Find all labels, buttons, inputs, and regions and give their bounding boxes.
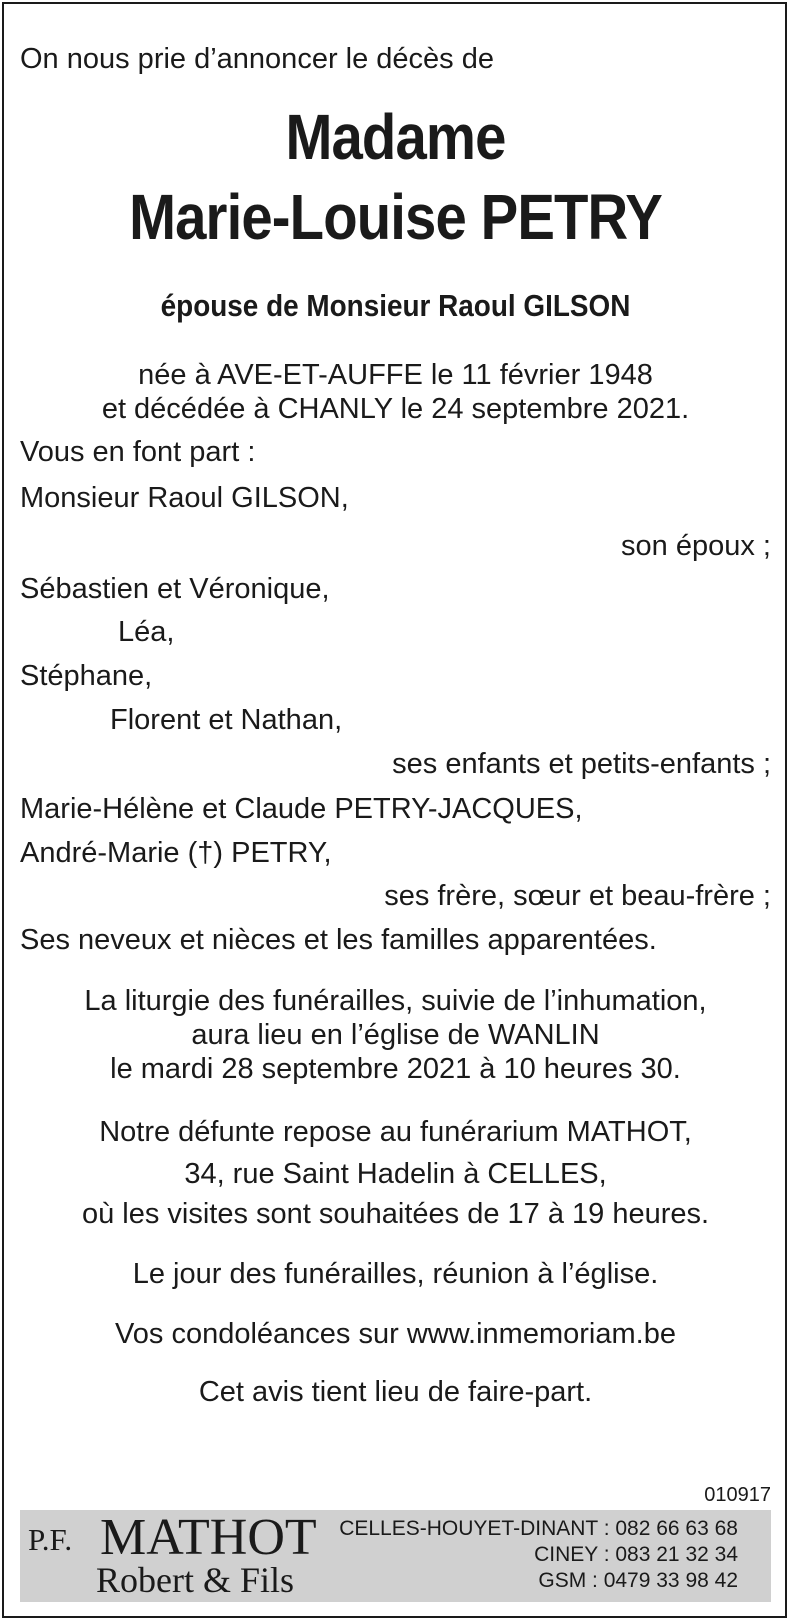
rest-line-2: 34, rue Saint Hadelin à CELLES,	[184, 1158, 607, 1190]
liturgy-line-1: La liturgie des funérailles, suivie de l’inhumation,	[84, 985, 707, 1017]
rest-line-3: où les visites sont souhaitées de 17 à 19 heures.	[81, 1198, 710, 1230]
liturgy-line-3: le mardi 28 septembre 2021 à 10 heures 30.	[110, 1053, 681, 1085]
phone-gsm: GSM : 0479 33 98 42	[538, 1569, 738, 1592]
family-husband: Monsieur Raoul GILSON,	[20, 482, 349, 514]
family-children-relation: ses enfants et petits-enfants ;	[392, 748, 771, 780]
funeral-home-banner	[20, 1510, 771, 1602]
meeting-line: Le jour des funérailles, réunion à l’église.	[132, 1258, 659, 1290]
family-others: Ses neveux et nièces et les familles apparentées.	[20, 924, 657, 956]
family-husband-relation: son époux ;	[621, 530, 771, 562]
family-child-2: Stéphane,	[20, 660, 153, 692]
liturgy-line-2: aura lieu en l’église de WANLIN	[191, 1019, 600, 1051]
family-intro: Vous en font part :	[20, 436, 256, 468]
family-sibling-2: André-Marie (†) PETRY,	[20, 837, 332, 869]
spouse-line: épouse de Monsieur Raoul GILSON	[160, 288, 631, 323]
death-line: et décédée à CHANLY le 24 septembre 2021.	[101, 393, 690, 425]
phone-ciney: CINEY : 083 21 32 34	[534, 1543, 738, 1566]
title-madame: Madame	[285, 101, 506, 173]
birth-line: née à AVE-ET-AUFFE le 11 février 1948	[138, 359, 653, 391]
family-grandchild-1: Léa,	[118, 616, 175, 648]
pf-label: P.F.	[28, 1522, 73, 1557]
funeral-home-subtitle: Robert & Fils	[96, 1560, 295, 1600]
rest-line-1: Notre défunte repose au funérarium MATHOT,	[99, 1116, 692, 1148]
family-child-1: Sébastien et Véronique,	[20, 573, 330, 605]
notice-line: Cet avis tient lieu de faire-part.	[198, 1376, 593, 1408]
intro-text: On nous prie d’annoncer le décès de	[20, 43, 494, 75]
condolences-line: Vos condoléances sur www.inmemoriam.be	[115, 1318, 676, 1350]
phone-celles: CELLES-HOUYET-DINANT : 082 66 63 68	[339, 1517, 738, 1540]
family-sibling-1: Marie-Hélène et Claude PETRY-JACQUES,	[20, 793, 583, 825]
funeral-home-name: MATHOT	[100, 1509, 317, 1566]
title-name: Marie-Louise PETRY	[129, 181, 662, 253]
family-grandchild-2: Florent et Nathan,	[110, 704, 343, 736]
family-siblings-relation: ses frère, sœur et beau-frère ;	[384, 880, 771, 912]
reference-number: 010917	[704, 1484, 771, 1506]
